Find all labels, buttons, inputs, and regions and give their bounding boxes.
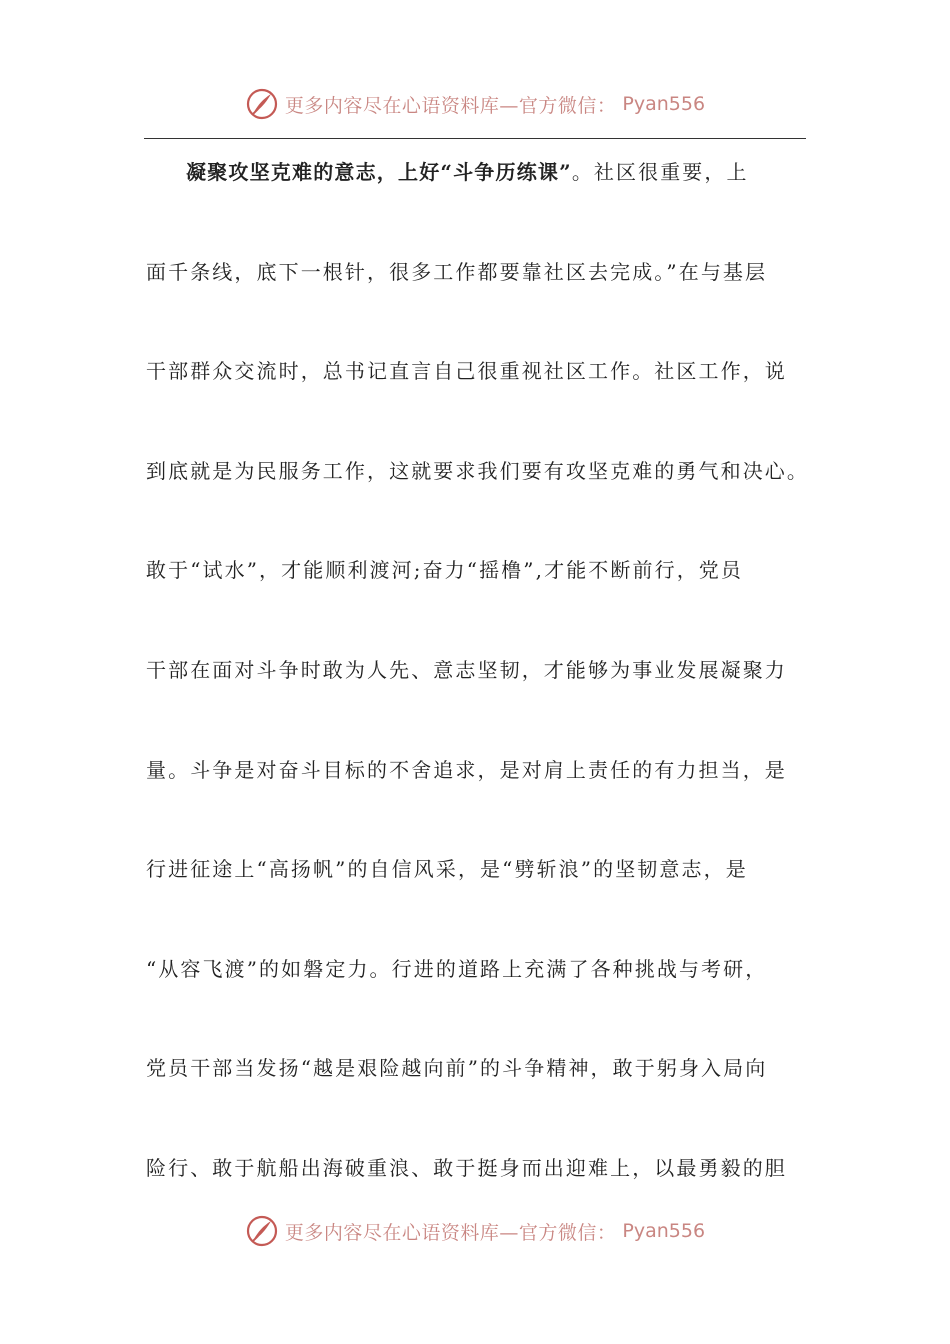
watermark-text: 更多内容尽在心语资料库—官方微信：: [284, 94, 617, 117]
watermark-wechat-id: Pyan556: [622, 93, 706, 115]
paragraph-line-7: 量。斗争是对奋斗目标的不舍追求，是对肩上责任的有力担当，是: [146, 757, 787, 782]
header-watermark: [0, 84, 950, 124]
paragraph-line-2: 面千条线，底下一根针，很多工作都要靠社区去完成。”在与基层: [146, 259, 768, 284]
quill-logo-icon: [245, 87, 279, 121]
watermark-text: 更多内容尽在心语资料库—官方微信：: [284, 1221, 617, 1244]
paragraph-line-3: 干部群众交流时，总书记直言自己很重视社区工作。社区工作，说: [146, 359, 787, 384]
paragraph-line-6: 干部在面对斗争时敢为人先、意志坚韧，才能够为事业发展凝聚力: [146, 657, 787, 682]
quill-logo-icon: [245, 1214, 279, 1248]
paragraph-line-8: 行进征途上“高扬帆”的自信风采，是“劈斩浪”的坚韧意志，是: [146, 857, 748, 882]
paragraph-line-text: 。社区很重要，上: [571, 160, 749, 184]
paragraph-line-5: 敢于“试水”，才能顺利渡河;奋力“摇橹”,才能不断前行，党员: [146, 558, 743, 583]
paragraph-line-10: 党员干部当发扬“越是艰险越向前”的斗争精神，敢于躬身入局向: [146, 1056, 768, 1081]
footer-watermark: [0, 1211, 950, 1251]
header-divider: [144, 138, 806, 139]
paragraph-lead-bold: 凝聚攻坚克难的意志，上好“斗争历练课”: [186, 160, 572, 184]
paragraph-line-1: [146, 150, 806, 250]
document-body: [146, 150, 809, 1246]
paragraph-line-4: 到底就是为民服务工作，这就要求我们要有攻坚克难的勇气和决心。: [146, 458, 809, 483]
paragraph-line-11: 险行、敢于航船出海破重浪、敢于挺身而出迎难上，以最勇毅的胆: [146, 1155, 787, 1180]
paragraph-line-9: “从容飞渡”的如磐定力。行进的道路上充满了各种挑战与考研，: [146, 956, 768, 981]
watermark-wechat-id: Pyan556: [622, 1220, 706, 1242]
